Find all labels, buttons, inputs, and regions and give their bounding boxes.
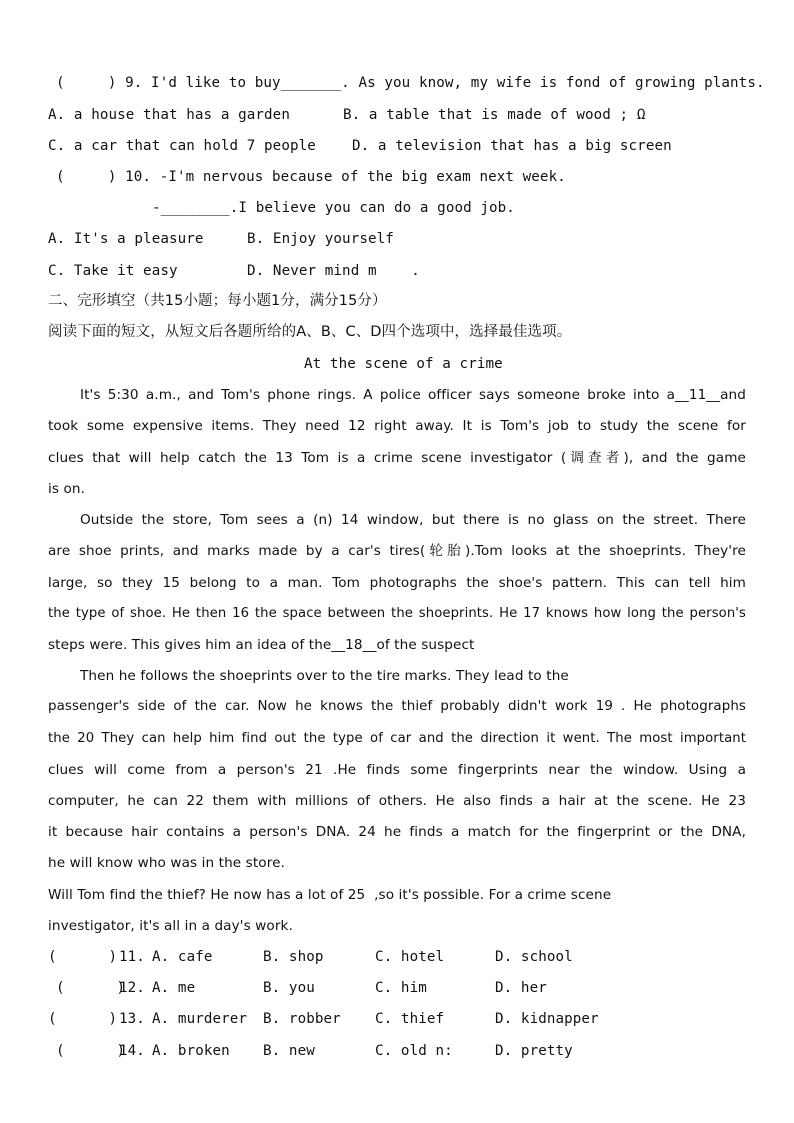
- q9-option-d: D. a television that has a big screen: [352, 138, 672, 154]
- option-c: C. old n:: [375, 1043, 453, 1059]
- q10-option-c: C. Take it easy: [48, 263, 178, 279]
- question-number: 11.: [119, 949, 145, 965]
- passage-line: large, so they 15 belong to a man. Tom photographs the shoe's pattern. This can tell him: [48, 575, 746, 591]
- passage-line: he will know who was in the store.: [48, 855, 285, 871]
- option-a: A. broken: [152, 1043, 230, 1059]
- q10-reply: -________.I believe you can do a good job.: [152, 200, 515, 216]
- passage-line: Then he follows the shoeprints over to the tire marks. They lead to the: [80, 668, 569, 684]
- question-number: 13.: [119, 1011, 145, 1027]
- option-a: A. me: [152, 980, 196, 996]
- answer-paren[interactable]: ( ): [56, 1043, 126, 1059]
- passage-line: It's 5:30 a.m., and Tom's phone rings. A police officer says someone broke into a__11__and: [80, 387, 746, 403]
- section-instruction: 阅读下面的短文，从短文后各题所给的A、B、C、D四个选项中，选择最佳选项。: [48, 324, 572, 340]
- passage-line: are shoe prints, and marks made by a car's tires(轮胎).Tom looks at the shoeprints. They're: [48, 543, 746, 559]
- passage-line: Outside the store, Tom sees a (n) 14 window, but there is no glass on the street. There: [80, 512, 746, 528]
- passage-line: the type of shoe. He then 16 the space between the shoeprints. He 17 knows how long the person's: [48, 606, 746, 621]
- answer-paren[interactable]: ( ): [48, 949, 118, 965]
- option-b: B. you: [263, 980, 315, 996]
- passage-line: clues will come from a person's 21 .He finds some fingerprints near the window. Using a: [48, 762, 746, 778]
- option-b: B. robber: [263, 1011, 341, 1027]
- q10-option-b: B. Enjoy yourself: [247, 231, 394, 247]
- q9-option-b: B. a table that is made of wood ; Ω: [343, 107, 646, 123]
- question-number: 12.: [119, 980, 145, 996]
- option-a: A. murderer: [152, 1011, 248, 1027]
- option-d: D. school: [495, 949, 573, 965]
- passage-line: investigator, it's all in a day's work.: [48, 918, 293, 934]
- option-d: D. kidnapper: [495, 1011, 599, 1027]
- option-c: C. hotel: [375, 949, 445, 965]
- option-d: D. pretty: [495, 1043, 573, 1059]
- answer-paren[interactable]: ( ): [56, 980, 126, 996]
- section-title: 二、完形填空（共15小题；每小题1分，满分15分）: [48, 293, 387, 309]
- passage-line: it because hair contains a person's DNA. 24 he finds a match for the fingerprint or the DNA,: [48, 824, 746, 840]
- q10-stem: ( ) 10. -I'm nervous because of the big exam next week.: [56, 169, 566, 185]
- option-c: C. thief: [375, 1011, 445, 1027]
- option-b: B. new: [263, 1043, 315, 1059]
- passage-title: At the scene of a crime: [304, 356, 503, 372]
- passage-line: computer, he can 22 them with millions of others. He also finds a hair at the scene. He 23: [48, 793, 746, 809]
- q9-option-a: A. a house that has a garden: [48, 107, 290, 123]
- q9-stem: ( ) 9. I'd like to buy_______. As you know, my wife is fond of growing plants.: [56, 75, 765, 91]
- q10-option-a: A. It's a pleasure: [48, 231, 204, 247]
- q9-option-c: C. a car that can hold 7 people: [48, 138, 316, 154]
- passage-line: clues that will help catch the 13 Tom is a crime scene investigator (调查者), and the game: [48, 450, 746, 466]
- passage-line: steps were. This gives him an idea of the__18__of the suspect: [48, 637, 475, 653]
- q10-option-d: D. Never mind m .: [247, 263, 420, 279]
- question-number: 14.: [119, 1043, 145, 1059]
- passage-line: took some expensive items. They need 12 right away. It is Tom's job to study the scene for: [48, 418, 746, 434]
- passage-line: the 20 They can help him find out the type of car and the direction it went. The most important: [48, 731, 746, 746]
- passage-line: is on.: [48, 481, 86, 497]
- option-a: A. cafe: [152, 949, 213, 965]
- answer-paren[interactable]: ( ): [48, 1011, 118, 1027]
- passage-line: passenger's side of the car. Now he knows the thief probably didn't work 19 . He photographs: [48, 699, 746, 714]
- passage-line: Will Tom find the thief? He now has a lot of 25 ,so it's possible. For a crime scene: [48, 887, 612, 903]
- option-d: D. her: [495, 980, 547, 996]
- option-c: C. him: [375, 980, 427, 996]
- option-b: B. shop: [263, 949, 324, 965]
